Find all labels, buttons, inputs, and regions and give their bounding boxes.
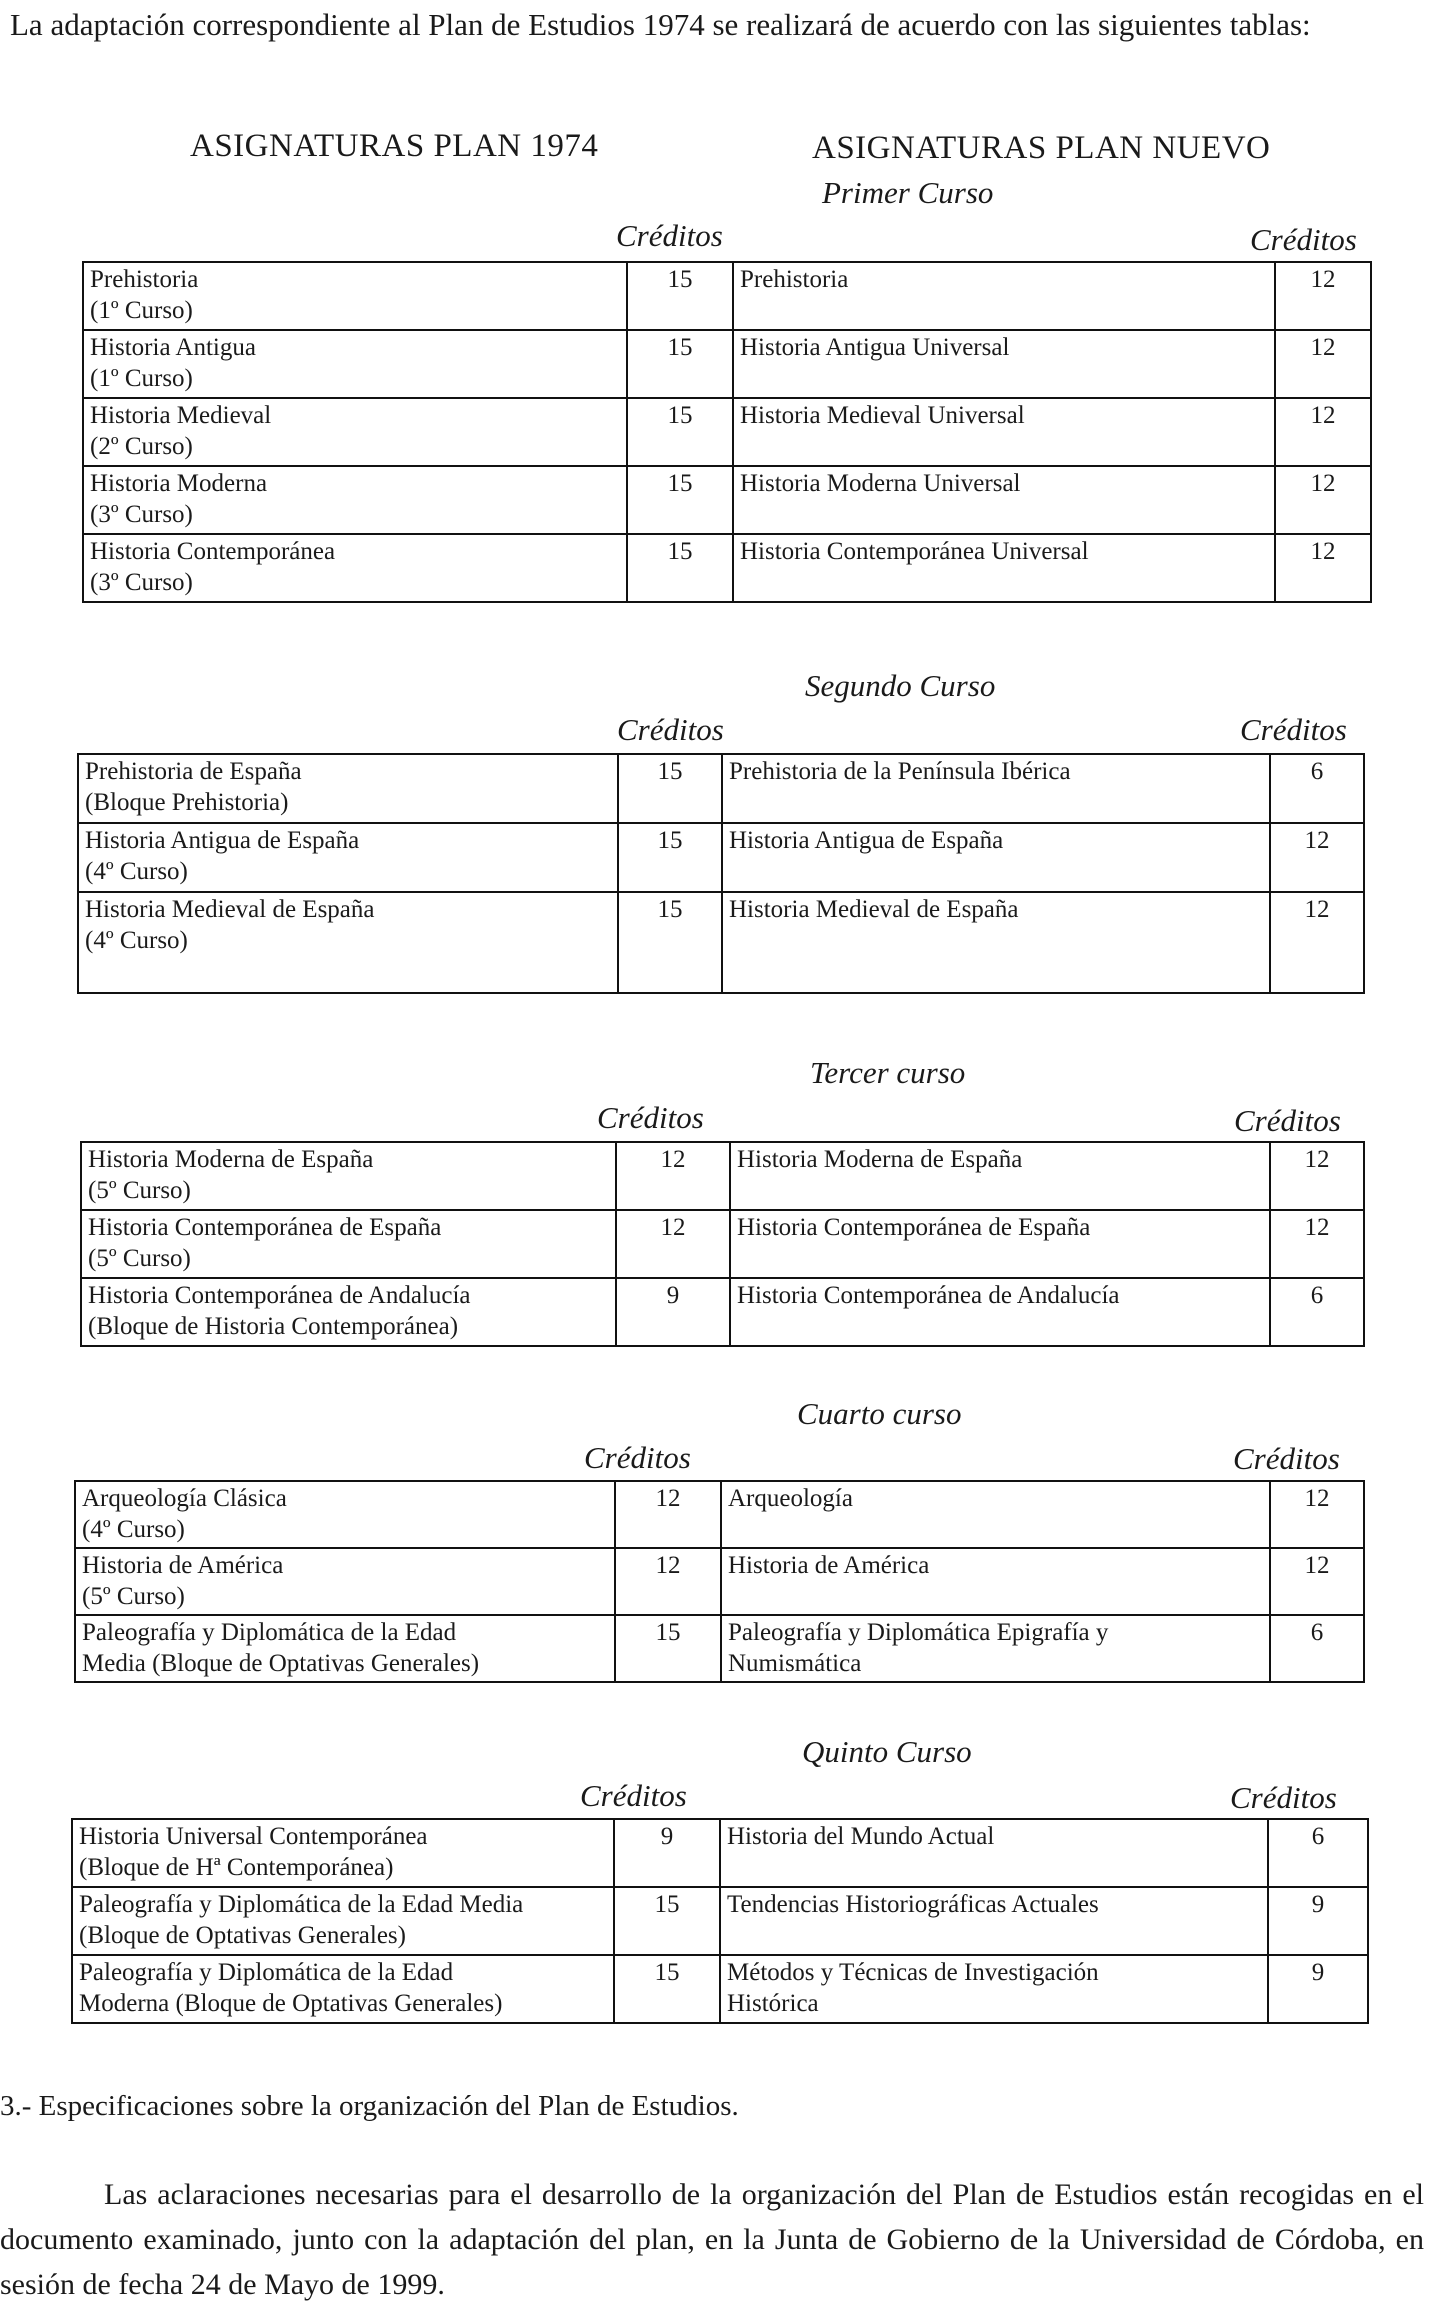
new-subject-cell: Historia Contemporánea Universal — [733, 534, 1275, 602]
old-credits-cell: 15 — [614, 1887, 720, 1955]
old-subject-cell: Prehistoria de España (Bloque Prehistoria) — [78, 754, 618, 823]
table-tercer-curso — [80, 1141, 1365, 1347]
new-credits-cell: 12 — [1275, 398, 1371, 466]
old-subject-cell: Historia Medieval de España (4º Curso) — [78, 892, 618, 993]
credits-header-old: Créditos — [616, 218, 723, 253]
course-title-cuarto: Cuarto curso — [797, 1396, 962, 1431]
new-subject-cell: Historia Medieval Universal — [733, 398, 1275, 466]
table-row — [72, 1955, 1368, 2023]
table-row — [81, 1210, 1364, 1278]
credits-header-new: Créditos — [1233, 1441, 1340, 1476]
old-credits-cell: 12 — [616, 1142, 730, 1210]
new-subject-cell: Historia Moderna de España — [730, 1142, 1270, 1210]
table-row — [83, 330, 1371, 398]
new-subject-cell: Historia Antigua de España — [722, 823, 1270, 892]
intro-paragraph: La adaptación correspondiente al Plan de Estudios 1974 se realizará de acuerdo con las siguientes tablas: — [10, 7, 1311, 42]
credits-header-old: Créditos — [580, 1778, 687, 1813]
new-credits-cell: 9 — [1268, 1887, 1368, 1955]
old-credits-cell: 15 — [618, 754, 722, 823]
old-credits-cell: 9 — [614, 1819, 720, 1887]
old-credits-cell: 12 — [615, 1548, 721, 1615]
new-subject-cell: Historia de América — [721, 1548, 1270, 1615]
new-credits-cell: 12 — [1270, 1142, 1364, 1210]
old-credits-cell: 15 — [627, 330, 733, 398]
old-subject-cell: Historia Contemporánea de Andalucía (Bloque de Historia Contemporánea) — [81, 1278, 616, 1346]
new-subject-cell: Historia del Mundo Actual — [720, 1819, 1268, 1887]
table-segundo-curso — [77, 753, 1365, 994]
old-subject-cell: Paleografía y Diplomática de la Edad Media (Bloque de Optativas Generales) — [72, 1887, 614, 1955]
credits-header-new: Créditos — [1240, 712, 1347, 747]
new-credits-cell: 6 — [1270, 1615, 1364, 1682]
table-row — [78, 754, 1364, 823]
new-subject-cell: Historia Contemporánea de Andalucía — [730, 1278, 1270, 1346]
new-credits-cell: 12 — [1275, 330, 1371, 398]
old-subject-cell: Prehistoria (1º Curso) — [83, 262, 627, 330]
closing-paragraph: Las aclaraciones necesarias para el desarrollo de la organización del Plan de Estudios están recogidas en el documento examinado, junto con la adaptación del plan, en la Junta de Gobierno de la Universidad de Córdoba, en sesión de fecha 24 de Mayo de 1999. — [0, 2178, 1424, 2301]
credits-header-new: Créditos — [1250, 222, 1357, 257]
new-credits-cell: 6 — [1268, 1819, 1368, 1887]
new-credits-cell: 12 — [1270, 1548, 1364, 1615]
credits-header-old: Créditos — [617, 712, 724, 747]
old-credits-cell: 15 — [618, 892, 722, 993]
course-title-quinto: Quinto Curso — [802, 1734, 972, 1769]
heading-plan-nuevo: ASIGNATURAS PLAN NUEVO — [812, 130, 1271, 166]
old-credits-cell: 15 — [614, 1955, 720, 2023]
old-credits-cell: 12 — [616, 1210, 730, 1278]
table-row — [81, 1278, 1364, 1346]
old-subject-cell: Paleografía y Diplomática de la Edad Moderna (Bloque de Optativas Generales) — [72, 1955, 614, 2023]
table-row — [83, 398, 1371, 466]
new-subject-cell: Historia Contemporánea de España — [730, 1210, 1270, 1278]
old-subject-cell: Historia Antigua de España (4º Curso) — [78, 823, 618, 892]
old-subject-cell: Paleografía y Diplomática de la Edad Media (Bloque de Optativas Generales) — [75, 1615, 615, 1682]
new-credits-cell: 12 — [1275, 262, 1371, 330]
new-subject-cell: Paleografía y Diplomática Epigrafía y Numismática — [721, 1615, 1270, 1682]
new-credits-cell: 6 — [1270, 1278, 1364, 1346]
new-subject-cell: Historia Antigua Universal — [733, 330, 1275, 398]
old-credits-cell: 15 — [627, 534, 733, 602]
credits-header-old: Créditos — [597, 1100, 704, 1135]
table-row — [75, 1548, 1364, 1615]
new-subject-cell: Prehistoria — [733, 262, 1275, 330]
old-subject-cell: Historia Antigua (1º Curso) — [83, 330, 627, 398]
table-row — [75, 1481, 1364, 1548]
credits-header-new: Créditos — [1234, 1103, 1341, 1138]
new-credits-cell: 12 — [1275, 534, 1371, 602]
table-row — [78, 823, 1364, 892]
old-credits-cell: 15 — [627, 466, 733, 534]
new-subject-cell: Historia Moderna Universal — [733, 466, 1275, 534]
old-credits-cell: 15 — [627, 262, 733, 330]
course-title-primer: Primer Curso — [822, 175, 994, 210]
new-credits-cell: 9 — [1268, 1955, 1368, 2023]
old-credits-cell: 15 — [627, 398, 733, 466]
old-credits-cell: 12 — [615, 1481, 721, 1548]
table-primer-curso — [82, 261, 1372, 603]
new-credits-cell: 6 — [1270, 754, 1364, 823]
table-quinto-curso — [71, 1818, 1369, 2024]
new-credits-cell: 12 — [1275, 466, 1371, 534]
new-subject-cell: Historia Medieval de España — [722, 892, 1270, 993]
old-subject-cell: Historia Moderna de España (5º Curso) — [81, 1142, 616, 1210]
table-row — [83, 534, 1371, 602]
new-subject-cell: Arqueología — [721, 1481, 1270, 1548]
credits-header-new: Créditos — [1230, 1780, 1337, 1815]
old-subject-cell: Historia Universal Contemporánea (Bloque de Hª Contemporánea) — [72, 1819, 614, 1887]
table-row — [72, 1819, 1368, 1887]
new-credits-cell: 12 — [1270, 892, 1364, 993]
old-credits-cell: 9 — [616, 1278, 730, 1346]
table-row — [83, 262, 1371, 330]
table-cuarto-curso — [74, 1480, 1365, 1683]
new-credits-cell: 12 — [1270, 823, 1364, 892]
old-subject-cell: Historia Contemporánea (3º Curso) — [83, 534, 627, 602]
new-subject-cell: Métodos y Técnicas de Investigación Histórica — [720, 1955, 1268, 2023]
old-subject-cell: Historia Moderna (3º Curso) — [83, 466, 627, 534]
table-row — [81, 1142, 1364, 1210]
table-row — [75, 1615, 1364, 1682]
credits-header-old: Créditos — [584, 1440, 691, 1475]
new-credits-cell: 12 — [1270, 1481, 1364, 1548]
course-title-tercer: Tercer curso — [810, 1055, 966, 1090]
old-credits-cell: 15 — [615, 1615, 721, 1682]
section-3-heading: 3.- Especificaciones sobre la organización del Plan de Estudios. — [0, 2090, 739, 2122]
new-subject-cell: Tendencias Historiográficas Actuales — [720, 1887, 1268, 1955]
old-subject-cell: Arqueología Clásica (4º Curso) — [75, 1481, 615, 1548]
new-credits-cell: 12 — [1270, 1210, 1364, 1278]
heading-plan-1974: ASIGNATURAS PLAN 1974 — [190, 128, 599, 164]
old-subject-cell: Historia Contemporánea de España (5º Curso) — [81, 1210, 616, 1278]
old-subject-cell: Historia de América (5º Curso) — [75, 1548, 615, 1615]
new-subject-cell: Prehistoria de la Península Ibérica — [722, 754, 1270, 823]
table-row — [78, 892, 1364, 993]
old-subject-cell: Historia Medieval (2º Curso) — [83, 398, 627, 466]
course-title-segundo: Segundo Curso — [805, 668, 996, 703]
table-row — [83, 466, 1371, 534]
old-credits-cell: 15 — [618, 823, 722, 892]
table-row — [72, 1887, 1368, 1955]
